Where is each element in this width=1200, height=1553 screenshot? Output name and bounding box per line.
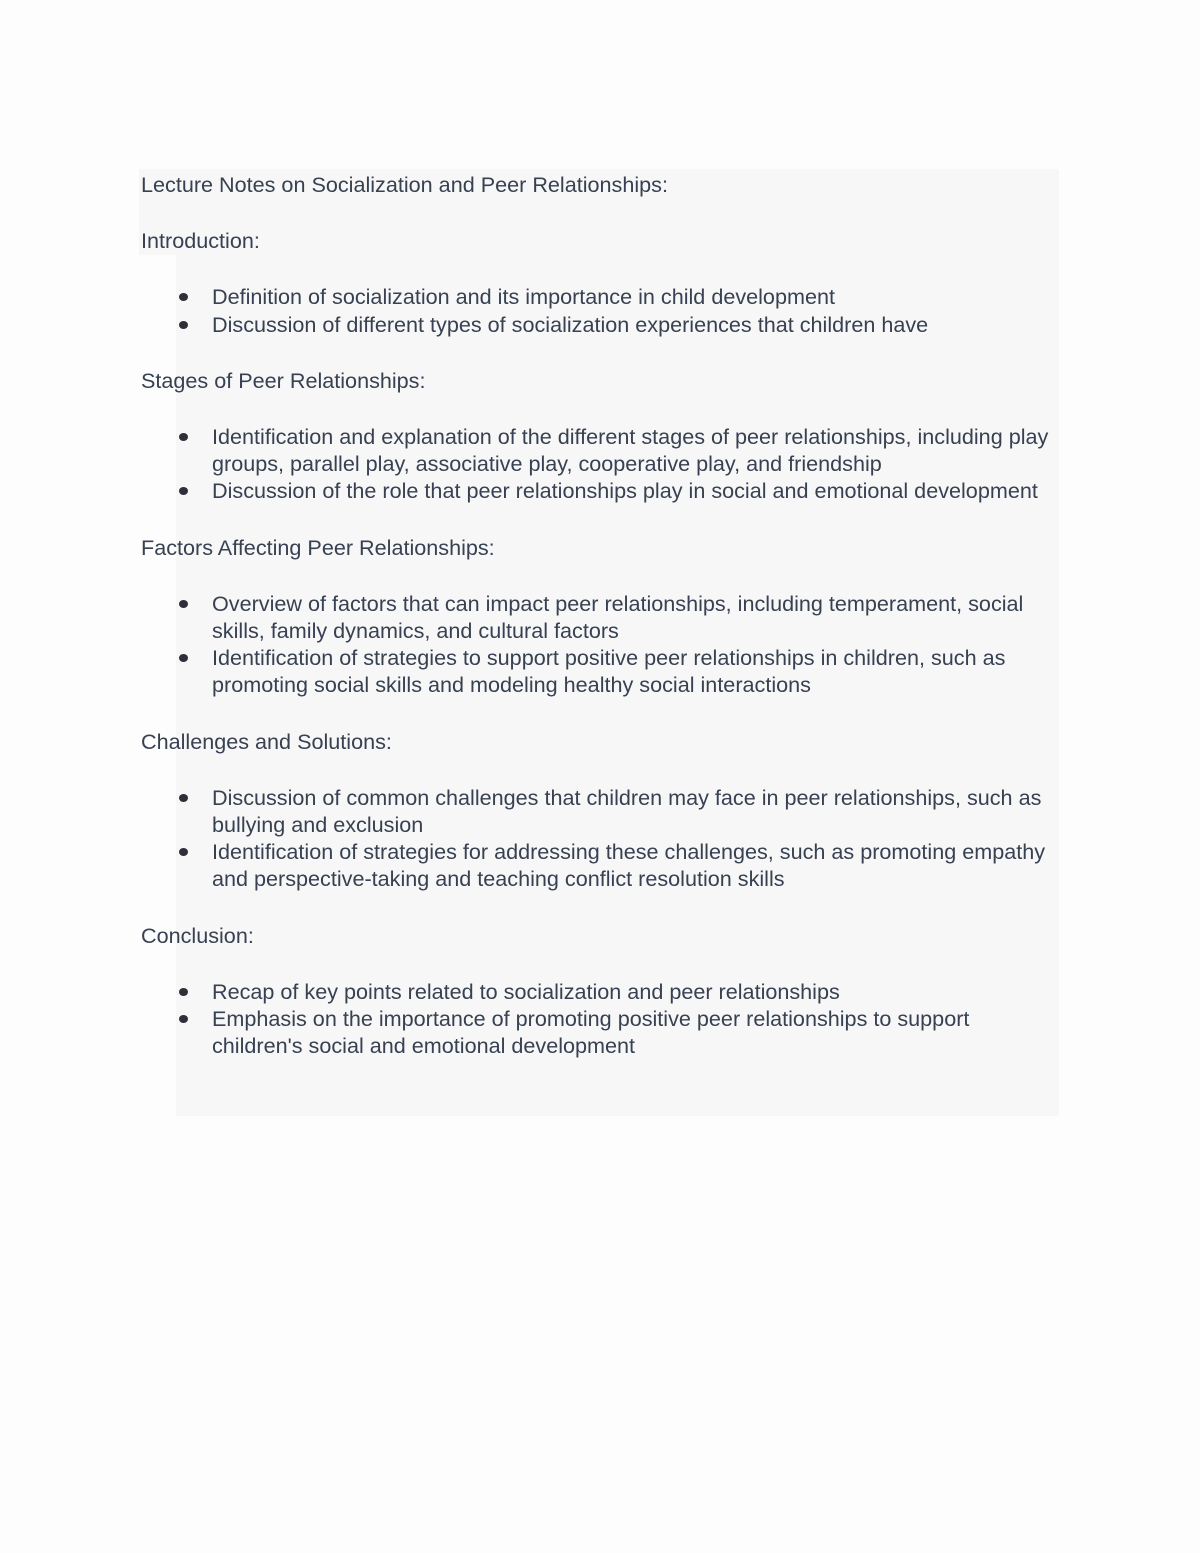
section-conclusion xyxy=(141,922,1053,1060)
list-item xyxy=(141,838,1053,892)
list-item-text: Identification of strategies for addressing these challenges, such as promoting empathy and perspective-taking and teaching conflict resolution skills xyxy=(212,839,1046,892)
section-introduction xyxy=(141,227,1053,338)
list-item xyxy=(141,644,1053,698)
section-heading: Challenges and Solutions: xyxy=(141,728,392,754)
section-stages xyxy=(141,367,1053,505)
bullet-list xyxy=(141,978,1053,1060)
list-item xyxy=(141,1005,1053,1059)
section-heading: Stages of Peer Relationships: xyxy=(141,367,426,393)
list-item-text: Identification and explanation of the different stages of peer relationships, including play groups, parallel play, associative play, cooperative play, and friendship xyxy=(212,424,1049,477)
list-item xyxy=(141,311,1053,338)
bullet-icon xyxy=(179,293,188,301)
bullet-icon xyxy=(179,848,188,856)
bullet-icon xyxy=(179,988,188,996)
bullet-list xyxy=(141,784,1053,893)
bullet-list xyxy=(141,590,1053,699)
bullet-icon xyxy=(179,654,188,662)
list-item-text: Discussion of the role that peer relationships play in social and emotional development xyxy=(212,478,1038,504)
bullet-icon xyxy=(179,794,188,802)
bullet-icon xyxy=(179,321,188,329)
list-item-text: Definition of socialization and its importance in child development xyxy=(212,284,835,310)
list-item xyxy=(141,283,1053,310)
section-heading: Conclusion: xyxy=(141,922,254,948)
list-item-text: Discussion of common challenges that children may face in peer relationships, such as bullying and exclusion xyxy=(212,784,1042,838)
list-item xyxy=(141,423,1053,477)
list-item-text: Emphasis on the importance of promoting positive peer relationships to support children's social and emotional development xyxy=(212,1006,970,1059)
section-heading: Factors Affecting Peer Relationships: xyxy=(141,534,495,560)
bullet-icon xyxy=(179,1015,188,1023)
section-factors xyxy=(141,534,1053,699)
section-heading: Introduction: xyxy=(141,228,260,254)
list-item xyxy=(141,477,1053,504)
list-item-text: Recap of key points related to socialization and peer relationships xyxy=(212,978,840,1004)
list-item-text: Identification of strategies to support positive peer relationships in children, such as promoting social skills and modeling healthy social interactions xyxy=(212,645,1006,698)
section-challenges xyxy=(141,728,1053,893)
list-item xyxy=(141,784,1053,838)
bullet-list xyxy=(141,423,1053,505)
document-body xyxy=(141,171,1053,1059)
bullet-icon xyxy=(179,433,188,441)
list-item-text: Overview of factors that can impact peer relationships, including temperament, social skills, family dynamics, and cultural factors xyxy=(212,590,1024,644)
bullet-list xyxy=(141,283,1053,337)
bullet-icon xyxy=(179,600,188,608)
list-item-text: Discussion of different types of socialization experiences that children have xyxy=(212,311,929,337)
list-item xyxy=(141,978,1053,1005)
document-title: Lecture Notes on Socialization and Peer Relationships: xyxy=(141,172,668,197)
list-item xyxy=(141,590,1053,644)
bullet-icon xyxy=(179,487,188,495)
